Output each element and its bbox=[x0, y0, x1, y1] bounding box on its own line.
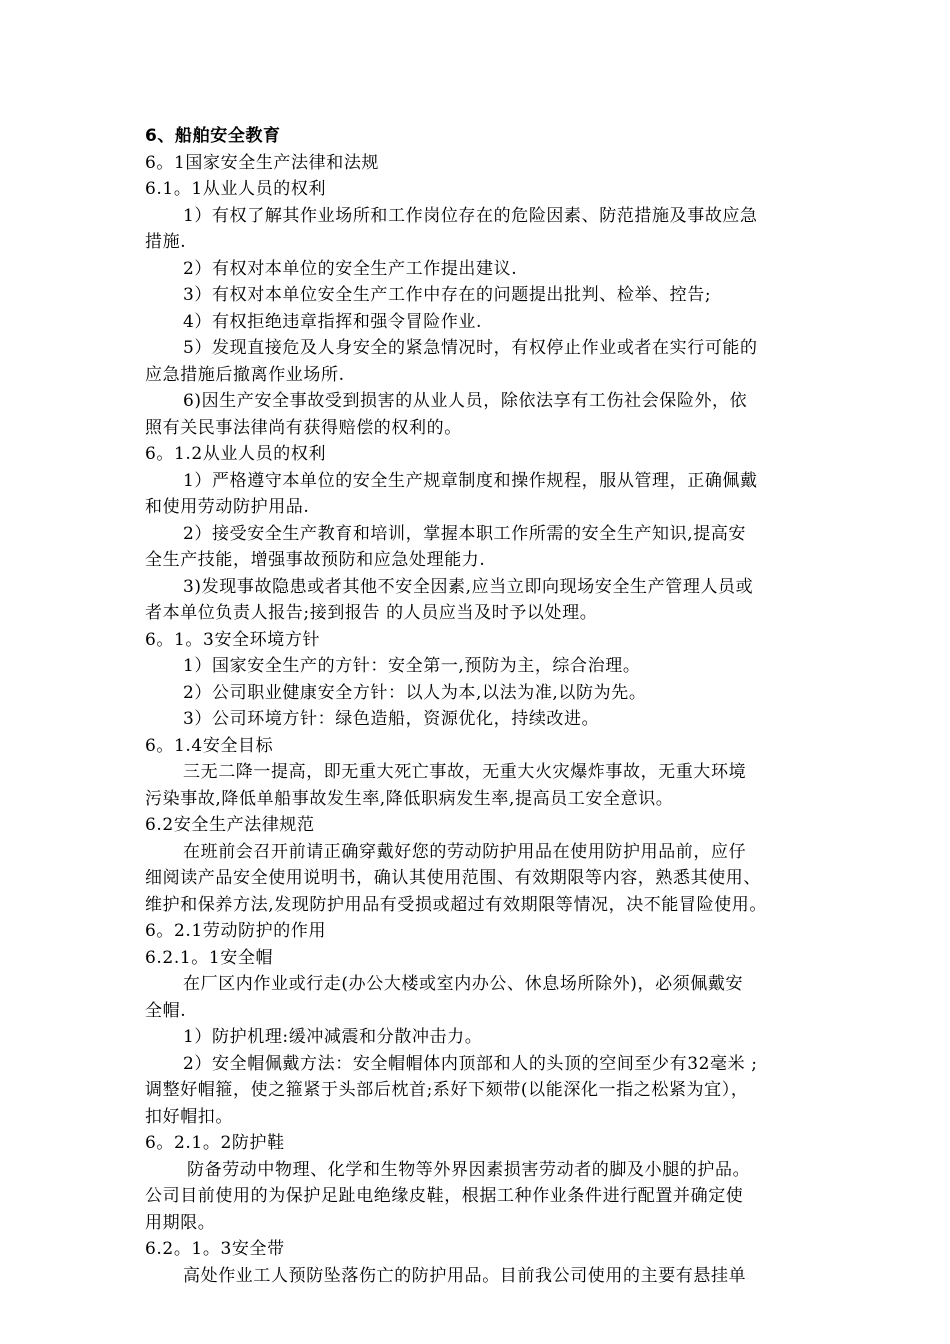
text-line: 6。1国家安全生产法律和法规 bbox=[145, 152, 380, 173]
text-line: 细阅读产品安全使用说明书，确认其使用范围、有效期限等内容，熟悉其使用、 bbox=[145, 868, 761, 888]
text-line: 和使用劳动防护用品. bbox=[145, 497, 310, 517]
text-line: 6)因生产安全事故受到损害的从业人员，除依法享有工伤社会保险外，依 bbox=[183, 391, 748, 411]
text-line: 6。2.1劳动防护的作用 bbox=[145, 921, 327, 941]
text-line: 全帽. bbox=[145, 1000, 187, 1021]
text-line: 6。2.1。2防护鞋 bbox=[145, 1133, 285, 1153]
text-line: 1）防护机理:缓冲减震和分散冲击力。 bbox=[183, 1027, 483, 1047]
text-line: 1）有权了解其作业场所和工作岗位存在的危险因素、防范措施及事故应急 bbox=[183, 205, 758, 226]
text-line: 调整好帽箍，使之箍紧于头部后枕首;系好下颏带(以能深化一指之松紧为宜）， bbox=[145, 1080, 749, 1100]
text-line: 者本单位负责人报告;接到报告 的人员应当及时予以处理。 bbox=[145, 603, 598, 623]
text-line: 应急措施后撤离作业场所. bbox=[145, 364, 345, 385]
text-line: 公司目前使用的为保护足趾电绝缘皮鞋，根据工种作业条件进行配置并确定使 bbox=[145, 1186, 744, 1206]
text-line: 6.1。1从业人员的权利 bbox=[145, 179, 327, 199]
text-line: 2）公司职业健康安全方针：以人为本,以法为准,以防为先。 bbox=[183, 682, 647, 703]
text-line: 扣好帽扣。 bbox=[145, 1106, 233, 1127]
text-line: 2）接受安全生产教育和培训，掌握本职工作所需的安全生产知识,提高安 bbox=[183, 523, 747, 544]
text-line: 2）有权对本单位的安全生产工作提出建议. bbox=[183, 258, 518, 279]
text-line: 4）有权拒绝违章指挥和强令冒险作业. bbox=[183, 311, 483, 332]
section-heading: 6、船舶安全教育 bbox=[145, 126, 281, 146]
text-line: 6.2.1。1安全帽 bbox=[145, 947, 274, 968]
text-line: 用期限。 bbox=[145, 1212, 216, 1233]
text-line: 3）有权对本单位安全生产工作中存在的问题提出批判、检举、控告; bbox=[183, 285, 712, 305]
text-line: 维护和保养方法,发现防护用品有受损或超过有效期限等情况，决不能冒险使用。 bbox=[145, 894, 768, 915]
text-line: 在班前会召开前请正确穿戴好您的劳动防护用品在使用防护用品前，应仔 bbox=[183, 841, 747, 862]
text-line: 5）发现直接危及人身安全的紧急情况时，有权停止作业或者在实行可能的 bbox=[183, 338, 758, 358]
text-line: 污染事故,降低单船事故发生率,降低职病发生率,提高员工安全意识。 bbox=[145, 788, 674, 809]
text-line: 1）国家安全生产的方针：安全第一,预防为主，综合治理。 bbox=[183, 656, 641, 676]
text-line: 6。1.2从业人员的权利 bbox=[145, 444, 327, 464]
text-line: 1）严格遵守本单位的安全生产规章制度和操作规程，服从管理，正确佩戴 bbox=[183, 470, 758, 491]
document-page bbox=[145, 123, 810, 1289]
text-line: 照有关民事法律尚有获得赔偿的权利的。 bbox=[145, 417, 462, 438]
text-line: 6.2。1。3安全带 bbox=[145, 1239, 285, 1259]
text-line: 6。1.4安全目标 bbox=[145, 735, 274, 756]
text-line: 全生产技能，增强事故预防和应急处理能力. bbox=[145, 550, 486, 570]
text-line: 措施. bbox=[145, 232, 187, 252]
text-line: 三无二降一提高，即无重大死亡事故，无重大火灾爆炸事故，无重大环境 bbox=[183, 762, 747, 782]
text-line: 6.2安全生产法律规范 bbox=[145, 815, 315, 835]
text-line: 高处作业工人预防坠落伤亡的防护用品。目前我公司使用的主要有悬挂单 bbox=[183, 1265, 747, 1286]
text-line: 6。1。3安全环境方针 bbox=[145, 629, 321, 650]
text-line: 3)发现事故隐患或者其他不安全因素,应当立即向现场安全生产管理人员或 bbox=[183, 576, 754, 597]
text-line: 2）安全帽佩戴方法：安全帽帽体内顶部和人的头顶的空间至少有32毫米 ; bbox=[183, 1053, 758, 1074]
text-line: 在厂区内作业或行走(办公大楼或室内办公、休息场所除外)，必须佩戴安 bbox=[183, 974, 744, 994]
text-line: 防备劳动中物理、化学和生物等外界因素损害劳动者的脚及小腿的护品。 bbox=[187, 1159, 751, 1180]
text-line: 3）公司环境方针：绿色造船，资源优化，持续改进。 bbox=[183, 709, 600, 729]
